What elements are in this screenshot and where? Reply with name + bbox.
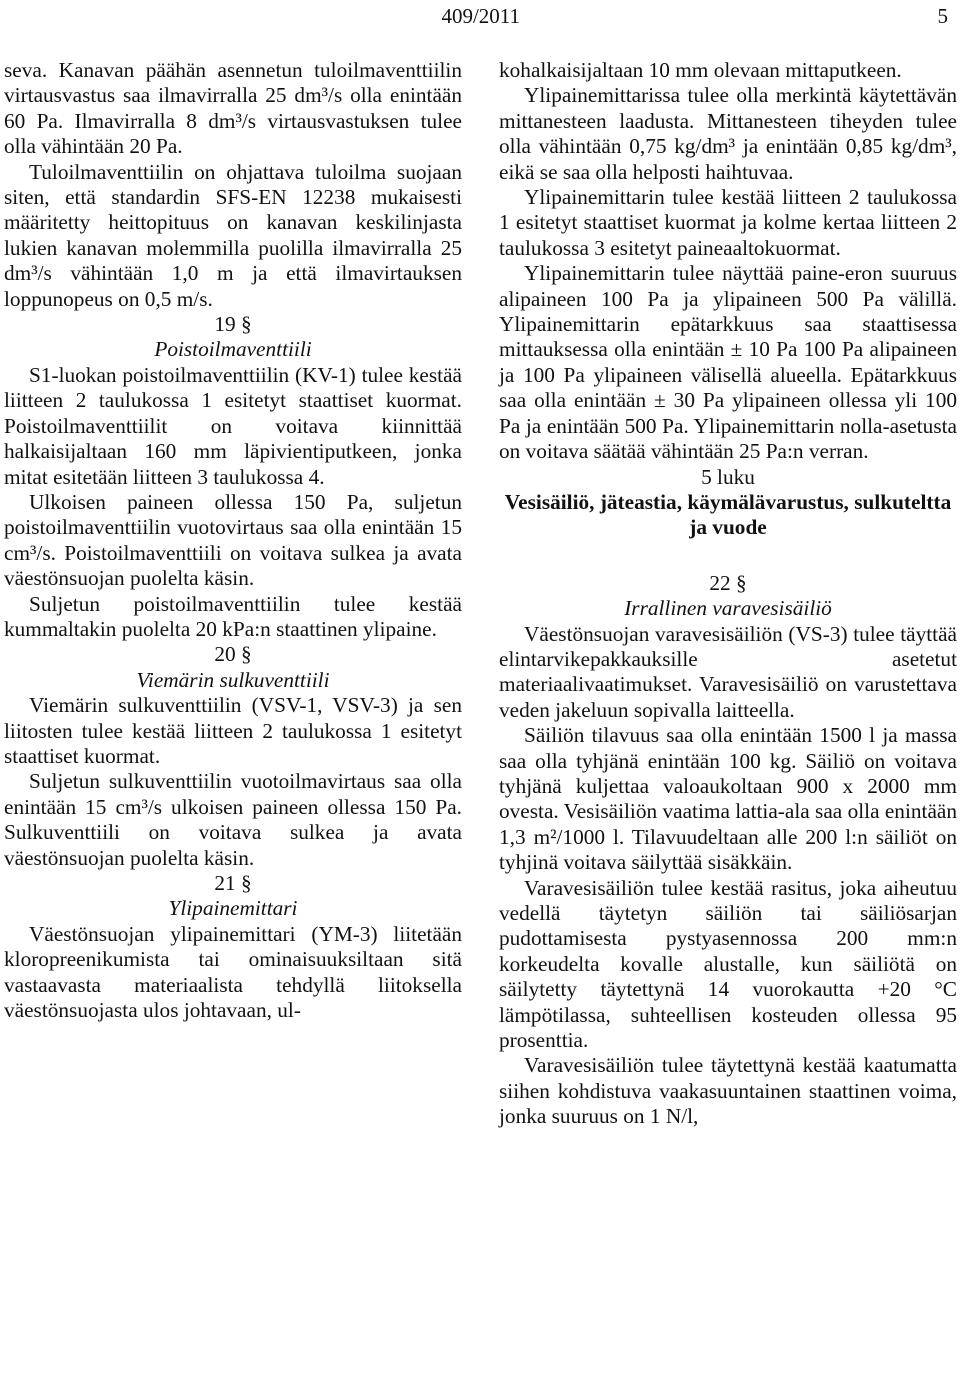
right-column	[499, 58, 957, 1130]
issue-number: 409/2011	[441, 4, 520, 28]
section-number: 21 §	[214, 871, 252, 895]
page-number: 5	[937, 4, 948, 28]
paragraph: seva. Kanavan päähän asennetun tuloilmaventtiilin virtausvastus saa ilmavirralla 25 dm³/s olla enintään 60 Pa. Ilmavirralla 8 dm³/s virtausvastuksen tulee olla vähintään 20 Pa.	[4, 58, 462, 159]
section-number: 22 §	[709, 570, 747, 595]
paragraph: Ulkoisen paineen ollessa 150 Pa, suljetun poistoilmaventtiilin vuotovirtaus saa olla enintään 15 cm³/s. Poistoilmaventtiili on voitava sulkea ja avata väestönsuojan puolelta käsin.	[4, 489, 462, 591]
chapter-number: 5 luku	[701, 464, 755, 489]
paragraph: Väestönsuojan ylipainemittari (YM-3) liitetään kloropreenikumista tai ominaisuuksiltaan sitä vastaavasta materiaalista tehdyllä liitoksella väestönsuojasta ulos johtavaan, ul-	[4, 921, 462, 1023]
paragraph: S1-luokan poistoilmaventtiilin (KV-1) tulee kestää liitteen 2 taulukossa 1 esitetyt staattiset kuormat. Poistoilmaventtiilit on voitava kiinnittää halkaisijaltaan 160 mm läpivientiputkeen, jonka mitat esitetään liitteen 3 taulukossa 4.	[4, 362, 462, 489]
section-title: Irrallinen varavesisäiliö	[624, 596, 832, 621]
paragraph: Tuloilmaventtiilin on ohjattava tuloilma suojaan siten, että standardin SFS-EN 12238 mukaisesti määritetty heittopituus on kanavan keskilinjasta lukien kanavan molemmilla puolilla ilmavirralla 25 dm³/s vähintään 1,0 m ja että ilmavirtauksen loppunopeus on 0,5 m/s.	[4, 159, 462, 311]
paragraph: Suljetun sulkuventtiilin vuotoilmavirtaus saa olla enintään 15 cm³/s ulkoisen paineen ollessa 150 Pa. Sulkuventtiili on voitava sulkea ja avata väestönsuojan puolelta käsin.	[4, 769, 462, 870]
section-number: 20 §	[214, 642, 252, 667]
section-title: Viemärin sulkuventtiili	[136, 667, 330, 692]
paragraph: Varavesisäiliön tulee täytettynä kestää kaatumatta siihen kohdistuva vaakasuuntainen staattinen voima, jonka suuruus on 1 N/l,	[499, 1053, 957, 1129]
paragraph: kohalkaisijaltaan 10 mm olevaan mittaputkeen.	[499, 58, 902, 82]
paragraph: Ylipainemittarin tulee kestää liitteen 2 taulukossa 1 esitetyt staattiset kuormat ja kolme kertaa liitteen 2 taulukossa 3 esitetyt paineaaltokuormat.	[499, 185, 957, 260]
paragraph: Varavesisäiliön tulee kestää rasitus, joka aiheutuu vedellä täytetyn säiliön tai säiliösarjan pudottamisesta pystyasennossa 200 mm:n korkeudelta kovalle alustalle, kun säiliötä on säilytetty täytettynä 14 vuorokautta +20 °C lämpötilassa, suhteellisen kosteuden ollessa 95 prosenttia.	[499, 875, 957, 1053]
section-title: Ylipainemittari	[168, 896, 298, 921]
page-header	[0, 0, 960, 32]
paragraph: Väestönsuojan varavesisäiliön (VS-3) tulee täyttää elintarvikepakkauksille asetetut materiaalivaatimukset. Varavesisäiliö on varustettava veden jakeluun sopivalla laitteella.	[499, 621, 957, 722]
paragraph: Säiliön tilavuus saa olla enintään 1500 l ja massa saa olla tyhjänä enintään 100 kg. Säiliö on voitava tyhjänä kuljettaa valoaukoltaan 900 x 2000 mm ovesta. Vesisäiliön vaatima lattia-ala saa olla enintään 1,3 m²/1000 l. Tilavuudeltaan alle 200 l:n säiliöt on tyhjinä voitava säilyttää sisäkkäin.	[499, 723, 957, 875]
chapter-title: Vesisäiliö, jäteastia, käymälävarustus, sulkuteltta ja vuode	[504, 489, 952, 540]
left-column	[4, 58, 462, 1023]
paragraph: Ylipainemittarin tulee näyttää paine-eron suuruus alipaineen 100 Pa ja ylipaineen 500 Pa välillä. Ylipainemittarin epätarkkuus saa staattisessa mittauksessa olla enintään ± 10 Pa 100 Pa alipaineen ja 100 Pa ylipaineen välisellä alueella. Epätarkkuus saa olla enintään ± 30 Pa ylipaineen ollessa yli 100 Pa ja enintään 500 Pa. Ylipainemittarin nolla-asetusta on voitava säätää vähintään 25 Pa:n verran.	[499, 261, 957, 464]
paragraph: Suljetun poistoilmaventtiilin tulee kestää kummaltakin puolelta 20 kPa:n staattinen ylipaine.	[4, 591, 462, 641]
section-title: Poistoilmaventtiili	[154, 337, 312, 362]
paragraph: Viemärin sulkuventtiilin (VSV-1, VSV-3) ja sen liitosten tulee kestää liitteen 2 taulukossa 1 esitetyt staattiset kuormat.	[4, 693, 462, 768]
paragraph: Ylipainemittarissa tulee olla merkintä käytettävän mittanesteen laadusta. Mittanesteen tiheyden tulee olla vähintään 0,75 kg/dm³ ja enintään 0,85 kg/dm³, eikä se saa olla helposti haihtuvaa.	[499, 83, 957, 184]
section-number: 19 §	[214, 312, 252, 337]
